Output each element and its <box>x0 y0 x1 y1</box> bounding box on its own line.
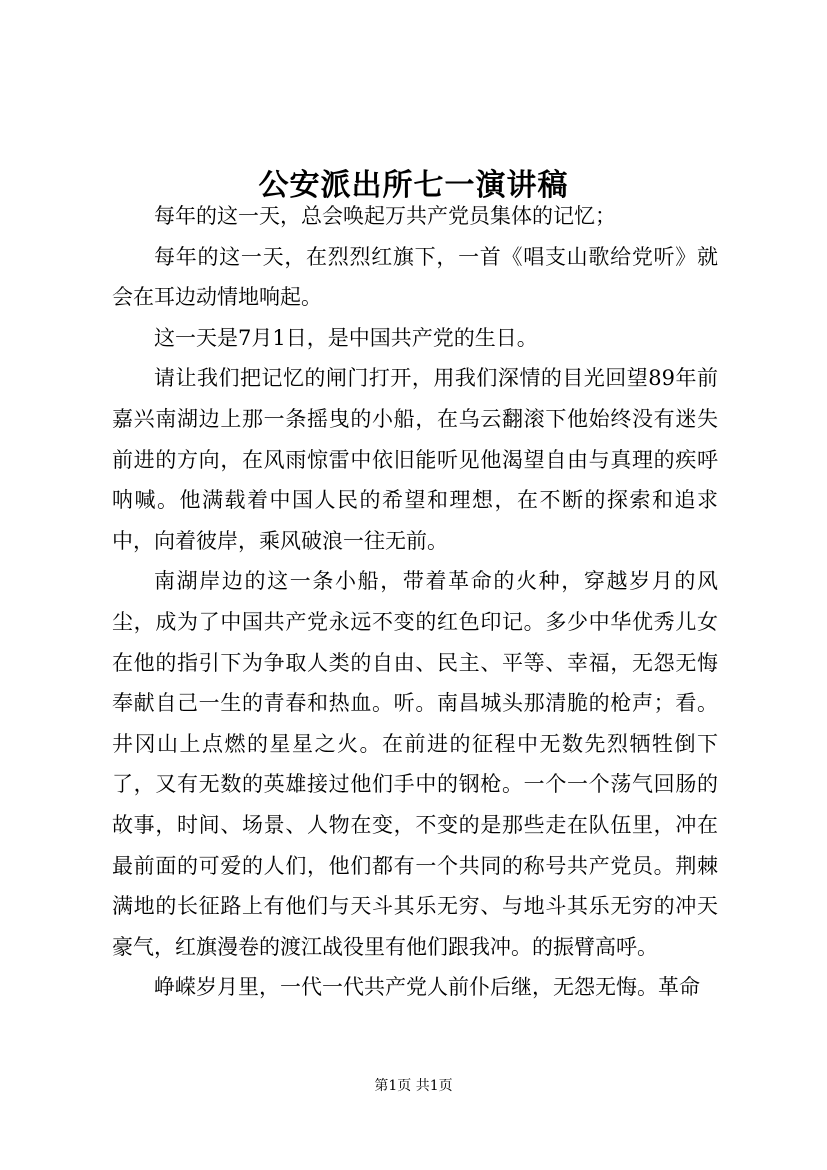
document-title: 公安派出所七一演讲稿 <box>258 168 569 204</box>
document-body <box>112 196 718 1008</box>
paragraph: 请让我们把记忆的闸门打开，用我们深情的目光回望89年前嘉兴南湖边上那一条摇曳的小船，在乌云翻滚下他始终没有迷失前进的方向，在风雨惊雷中依旧能听见他渴望自由与真理的疾呼呐喊。他满载着中国人民的希望和理想，在不断的探索和追求中，向着彼岸，乘风破浪一往无前。 <box>112 366 718 553</box>
paragraph: 每年的这一天，总会唤起万共产党员集体的记忆； <box>154 204 616 228</box>
paragraph: 每年的这一天，在烈烈红旗下，一首《唱支山歌给党听》就会在耳边动情地响起。 <box>112 244 718 310</box>
paragraph: 这一天是7月1日，是中国共产党的生日。 <box>154 325 538 350</box>
paragraph: 南湖岸边的这一条小船，带着革命的火种，穿越岁月的风尘，成为了中国共产党永远不变的红色印记。多少中华优秀儿女在他的指引下为争取人类的自由、民主、平等、幸福，无怨无悔奉献自己一生的青春和热血。听。南昌城头那清脆的枪声；看。井冈山上点燃的星星之火。在前进的征程中无数先烈牺牲倒下了，又有无数的英雄接过他们手中的钢枪。一个一个荡气回肠的故事，时间、场景、人物在变，不变的是那些走在队伍里，冲在最前面的可爱的人们，他们都有一个共同的称号共产党员。荆棘满地的长征路上有他们与天斗其乐无穷、与地斗其乐无穷的冲天豪气，红旗漫卷的渡江战役里有他们跟我冲。的振臂高呼。 <box>112 569 718 959</box>
paragraph: 峥嵘岁月里，一代一代共产党人前仆后继，无怨无悔。革命 <box>154 975 700 1000</box>
page-footer: 第1页 共1页 <box>374 1078 453 1094</box>
